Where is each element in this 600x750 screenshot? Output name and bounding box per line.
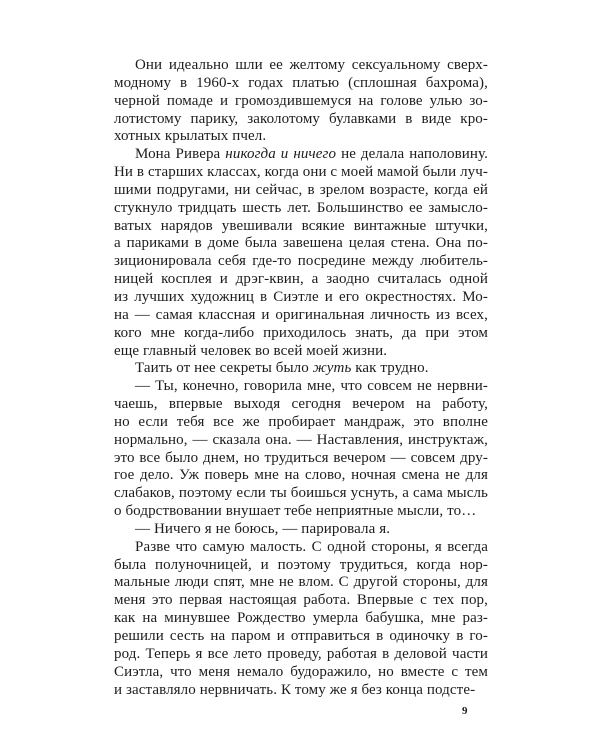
paragraph <box>114 539 488 700</box>
page-number: 9 <box>462 705 468 717</box>
text-segment: — Ты, конечно, говорила мне, что совсем не нервни- <box>135 378 488 395</box>
text-segment: зиционировала себя где-то посредине между любитель- <box>114 253 488 270</box>
paragraph <box>114 378 488 521</box>
text-segment: черной помаде и громоздившемуся на голове улью зо- <box>114 92 488 109</box>
text-segment: род. Теперь я все лето проведу, работая в деловой части <box>114 645 488 662</box>
text-line <box>114 539 488 557</box>
text-segment: была полуночницей, и поэтому трудиться, когда нор- <box>114 556 488 573</box>
text-segment: хотных крылатых пчел. <box>114 128 267 145</box>
text-line <box>114 664 488 682</box>
text-line <box>114 57 488 75</box>
text-line <box>114 521 488 539</box>
text-segment: лотистому парику, заколотому булавками в виде кро- <box>114 110 488 127</box>
text-segment: модному в 1960-х годах платью (сплошная бахрома), <box>114 74 488 91</box>
text-line <box>114 414 488 432</box>
paragraph <box>114 360 488 378</box>
text-segment: Ни в старших классах, когда они с моей мамой были луч- <box>114 164 488 181</box>
text-segment: Таить от нее секреты было <box>135 360 313 377</box>
paragraph <box>114 521 488 539</box>
text-segment: чаешь, впервые выходя сегодня вечером на работу, <box>114 396 488 413</box>
text-line <box>114 235 488 253</box>
paragraph <box>114 146 488 360</box>
text-segment: о бодрствовании внушает тебе неприятные мысли, то… <box>114 503 477 520</box>
text-line <box>114 146 488 164</box>
text-segment: это все было днем, но трудиться вечером — совсем дру- <box>114 449 488 466</box>
text-line <box>114 164 488 182</box>
text-line <box>114 378 488 396</box>
text-line <box>114 485 488 503</box>
text-line <box>114 592 488 610</box>
text-segment: кого мне когда-либо приходилось знать, да при этом <box>114 324 488 341</box>
text-line <box>114 289 488 307</box>
text-line <box>114 253 488 271</box>
text-line <box>114 557 488 575</box>
text-line <box>114 360 488 378</box>
text-segment: как трудно. <box>351 360 429 377</box>
text-segment: из лучших художниц в Сиэтле и его окрестностях. Мо- <box>114 288 488 305</box>
text-line <box>114 450 488 468</box>
text-segment: Разве что самую малость. С одной стороны, я всегда <box>135 538 488 555</box>
text-line <box>114 93 488 111</box>
text-line <box>114 128 488 146</box>
text-segment: меня это первая настоящая работа. Впервые с тех пор, <box>114 592 488 609</box>
text-segment: на — самая классная и оригинальная личность из всех, <box>114 306 488 323</box>
text-line <box>114 218 488 236</box>
text-segment: Мона Ривера <box>135 146 226 163</box>
text-line <box>114 325 488 343</box>
text-line <box>114 646 488 664</box>
text-segment: ницей косплея и дрэг-квин, а заодно считалась одной <box>114 271 488 288</box>
text-line <box>114 307 488 325</box>
paragraph <box>114 57 488 146</box>
text-line <box>114 343 488 361</box>
text-segment: шими подругами, ни сейчас, в зрелом возрасте, когда ей <box>114 181 488 198</box>
text-segment: гое дело. Уж поверь мне на слово, ночная смена не для <box>114 467 488 484</box>
text-line <box>114 610 488 628</box>
text-line <box>114 432 488 450</box>
text-segment: стукнуло тридцать шесть лет. Большинство ее замысло- <box>114 199 488 216</box>
text-segment: но если тебя все же пробирает мандраж, это вполне <box>114 413 488 430</box>
text-segment: слабаков, поэтому если ты боишься уснуть, а сама мысль <box>114 485 488 502</box>
text-line <box>114 682 488 700</box>
italic-text: жуть <box>312 360 352 377</box>
text-segment: — Ничего я не боюсь, — парировала я. <box>135 520 391 537</box>
text-line <box>114 574 488 592</box>
text-line <box>114 75 488 93</box>
text-segment: а париками в доме была завешена целая стена. Она по- <box>114 235 488 252</box>
text-segment: решили сесть на паром и отправиться в одиночку в го- <box>114 628 488 644</box>
text-segment: нормально, — сказала она. — Наставления, инструктаж, <box>114 431 488 448</box>
text-segment: как на минувшее Рождество умерла бабушка, мне раз- <box>114 610 488 627</box>
text-line <box>114 271 488 289</box>
text-segment: мальные люди спят, мне не влом. С другой стороны, для <box>114 574 488 591</box>
text-segment: ватых нарядов увешивали всякие винтажные штучки, <box>114 217 488 234</box>
text-line <box>114 111 488 129</box>
italic-text: никогда и ничего <box>225 146 337 163</box>
text-line <box>114 503 488 521</box>
text-segment: не делала наполовину. <box>336 146 489 163</box>
text-line <box>114 628 488 646</box>
text-line <box>114 182 488 200</box>
text-block <box>114 57 488 699</box>
text-line <box>114 396 488 414</box>
text-segment: Сиэтла, что меня немало будоражило, но вместе с тем <box>114 663 488 680</box>
text-segment: еще главный человек во всей моей жизни. <box>114 342 388 359</box>
text-line <box>114 200 488 218</box>
text-line <box>114 467 488 485</box>
text-segment: Они идеально шли ее желтому сексуальному сверх- <box>135 57 488 73</box>
text-segment: и заставляло нервничать. К тому же я без конца подсте- <box>114 681 476 698</box>
